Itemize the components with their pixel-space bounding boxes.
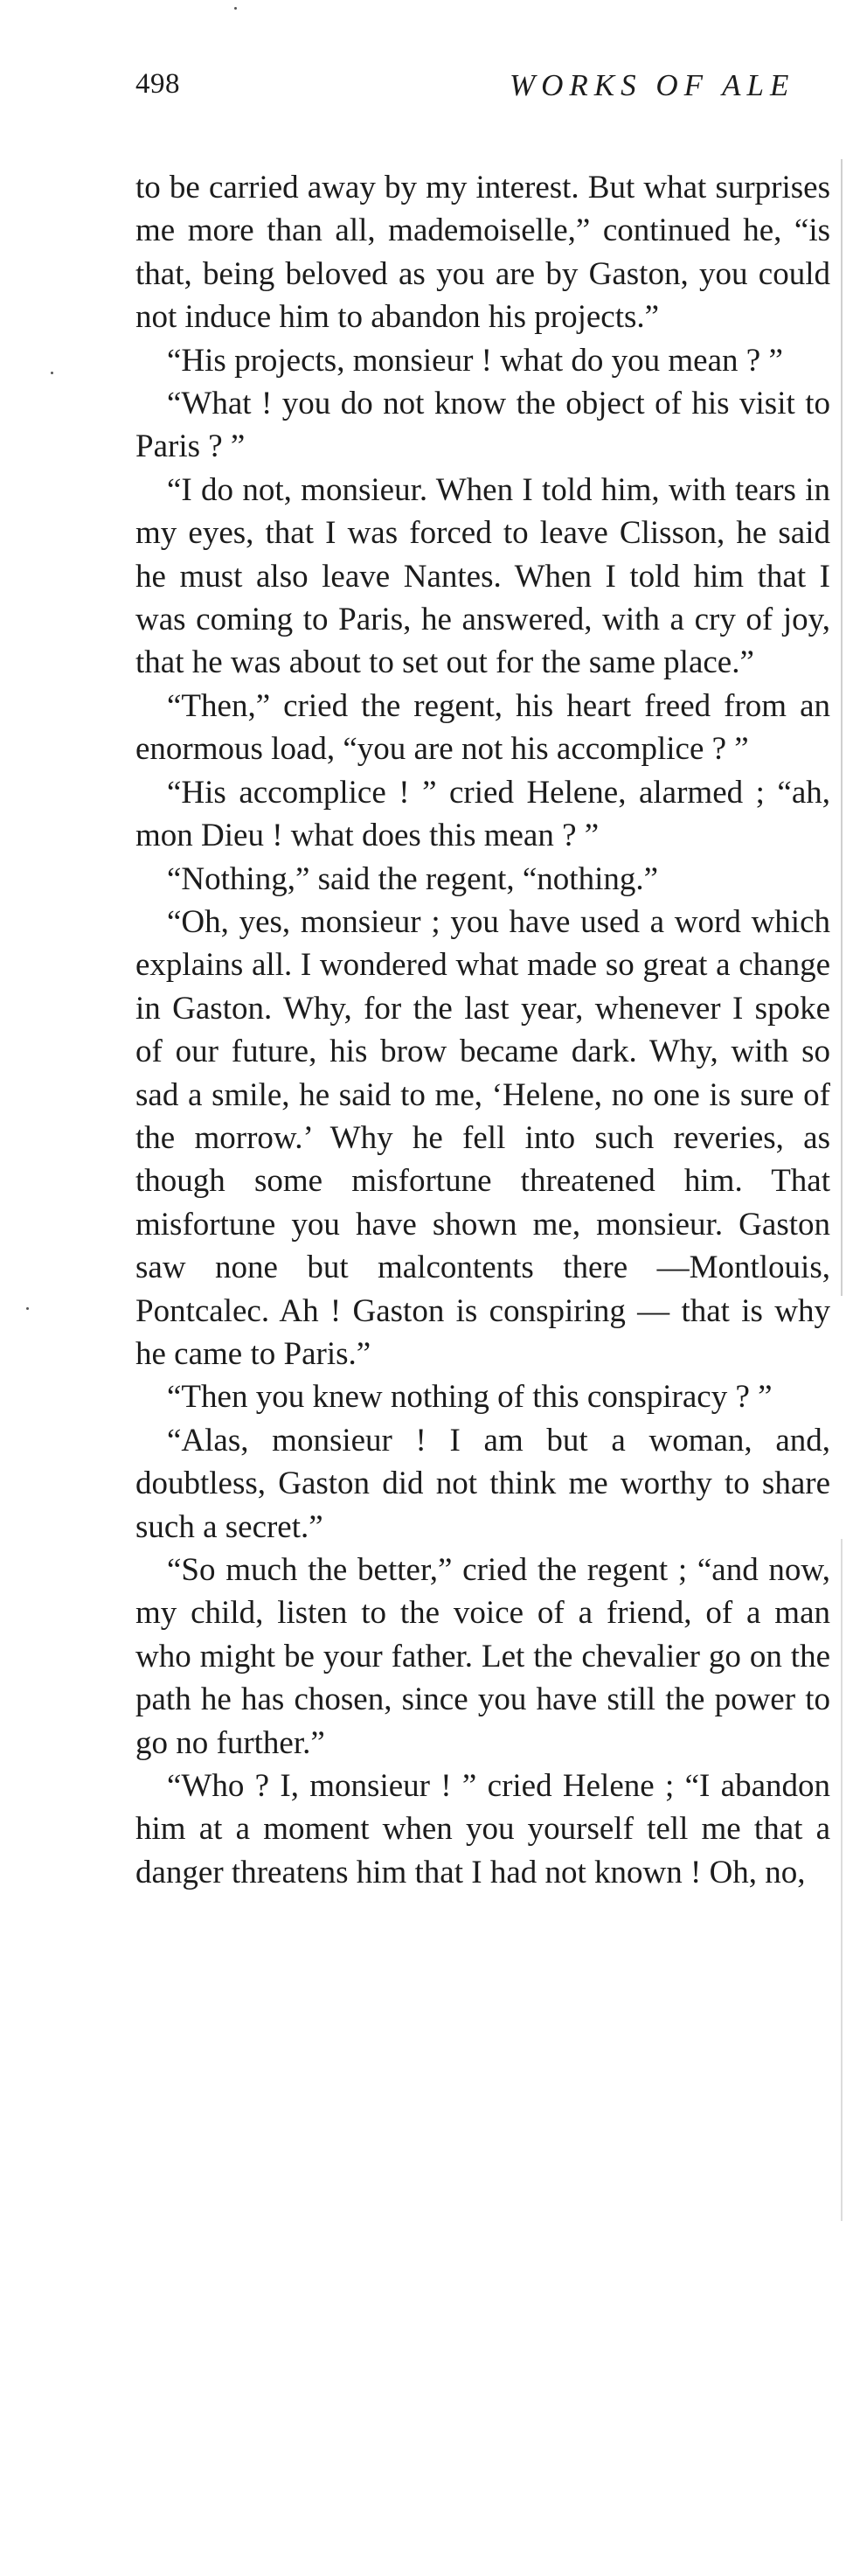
paragraph: to be carried away by my interest. But what surprises me more than all, mademoiselle,” continued he, “is that, being beloved as you are by Gaston, you could not induce him to abandon his projects.” [135,170,830,336]
paragraph: “His projects, monsieur ! what do you mean ? ” [167,342,783,379]
body-text [135,166,830,1894]
scan-speck [51,372,53,374]
scan-speck [234,7,237,10]
paragraph: “So much the better,” cried the regent ; “and now, my child, listen to the voice of a friend, of a man who might be your father. Let the chevalier go on the path he has chosen, since you have still the power to go no further.” [135,1552,830,1761]
column-rule-lower [841,1539,843,2221]
column-rule [841,159,843,1296]
paragraph: “I do not, monsieur. When I told him, with tears in my eyes, that I was forced to leave Clisson, he said he must also leave Nantes. When I told him that I was coming to Paris, he answered, with a cry of joy, that he was about to set out for the same place.” [135,471,830,681]
paragraph: “Nothing,” said the regent, “nothing.” [167,860,659,897]
paragraph: “Who ? I, monsieur ! ” cried Helene ; “I abandon him at a moment when you yourself tell me that a danger threatens him that I had not known ! Oh, no, [135,1768,830,1890]
page-number: 498 [135,68,180,100]
paragraph: “What ! you do not know the object of his visit to Paris ? ” [135,386,830,465]
paragraph: “Then you knew nothing of this conspiracy ? ” [167,1379,773,1416]
scan-speck [26,1307,29,1310]
page-header [135,68,853,121]
running-title: WORKS OF ALE [510,68,795,102]
paragraph: “Oh, yes, monsieur ; you have used a word which explains all. I wondered what made so great a change in Gaston. Why, for the last year, whenever I spoke of our future, his brow became dark. Why, with so sad a smile, he said to me, ‘Helene, no one is sure of the morrow.’ Why he fell into such reveries, as though some misfortune threatened him. That misfortune you have shown me, monsieur. Gaston saw none but malcontents there —Montlouis, Pontcalec. Ah ! Gaston is conspiring — that is why he came to Paris.” [135,903,830,1372]
paragraph: “Alas, monsieur ! I am but a woman, and, doubtless, Gaston did not think me worthy to share such a secret.” [135,1422,830,1545]
paragraph: “His accomplice ! ” cried Helene, alarmed ; “ah, mon Dieu ! what does this mean ? ” [135,774,830,854]
paragraph: “Then,” cried the regent, his heart freed from an enormous load, “you are not his accomplice ? ” [135,687,830,768]
